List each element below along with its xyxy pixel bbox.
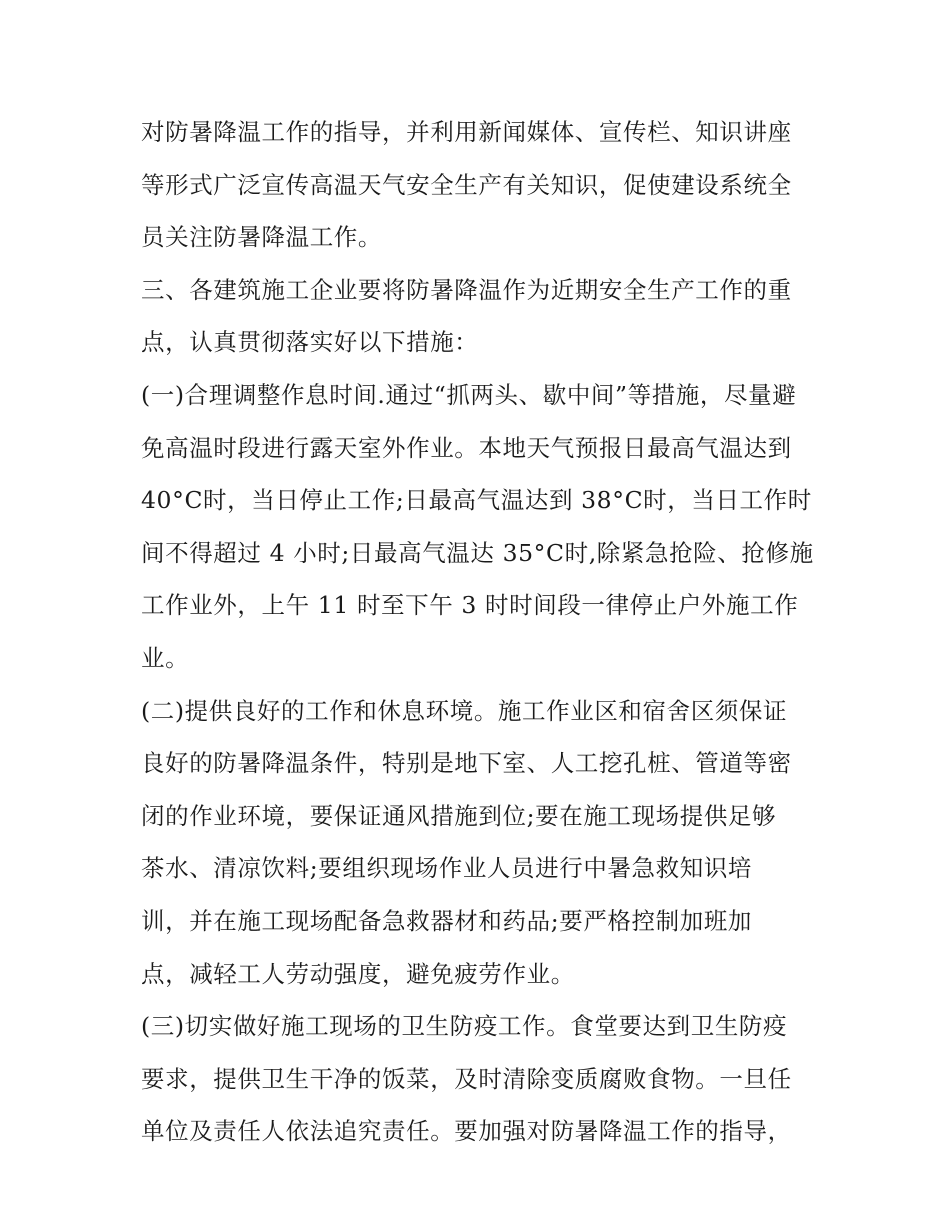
text-line: 点，减轻工人劳动强度，避免疲劳作业。 [141,959,575,988]
text-line: 闭的作业环境，要保证通风措施到位;要在施工现场提供足够 [141,801,777,830]
text-line: 要求，提供卫生干净的饭菜，及时清除变质腐败食物。一旦任 [141,1064,792,1093]
text-line: 工作业外，上午 11 时至下午 3 时时间段一律停止户外施工作 [141,591,799,620]
document-body [141,106,821,1158]
text-line: 免高温时段进行露天室外作业。本地天气预报日最高气温达到 [141,433,792,462]
text-line: (一)合理调整作息时间.通过“抓两头、歇中间”等措施，尽量避 [141,380,797,409]
text-line: 间不得超过 4 小时;日最高气温达 35°C时,除紧急抢险、抢修施 [141,538,814,567]
text-line: 茶水、清凉饮料;要组织现场作业人员进行中暑急救知识培 [141,854,753,883]
text-line: (三)切实做好施工现场的卫生防疫工作。食堂要达到卫生防疫 [141,1012,788,1041]
text-line: 员关注防暑降温工作。 [141,223,382,252]
text-line: 训，并在施工现场配备急救器材和药品;要严格控制加班加 [141,906,753,935]
text-line: 业。 [141,643,190,672]
text-line: 对防暑降温工作的指导，并利用新闻媒体、宣传栏、知识讲座 [141,118,792,146]
text-line: 40°C时，当日停止工作;日最高气温达到 38°C时，当日工作时 [141,486,812,515]
text-line: 三、各建筑施工企业要将防暑降温作为近期安全生产工作的重 [141,275,792,304]
text-line: 良好的防暑降温条件，特别是地下室、人工挖孔桩、管道等密 [141,749,792,778]
text-line: 等形式广泛宣传高温天气安全生产有关知识，促使建设系统全 [141,170,792,199]
text-line: 点，认真贯彻落实好以下措施： [141,328,479,357]
text-line: 单位及责任人依法追究责任。要加强对防暑降温工作的指导， [141,1117,792,1146]
text-line: (二)提供良好的工作和休息环境。施工作业区和宿舍区须保证 [141,696,788,725]
